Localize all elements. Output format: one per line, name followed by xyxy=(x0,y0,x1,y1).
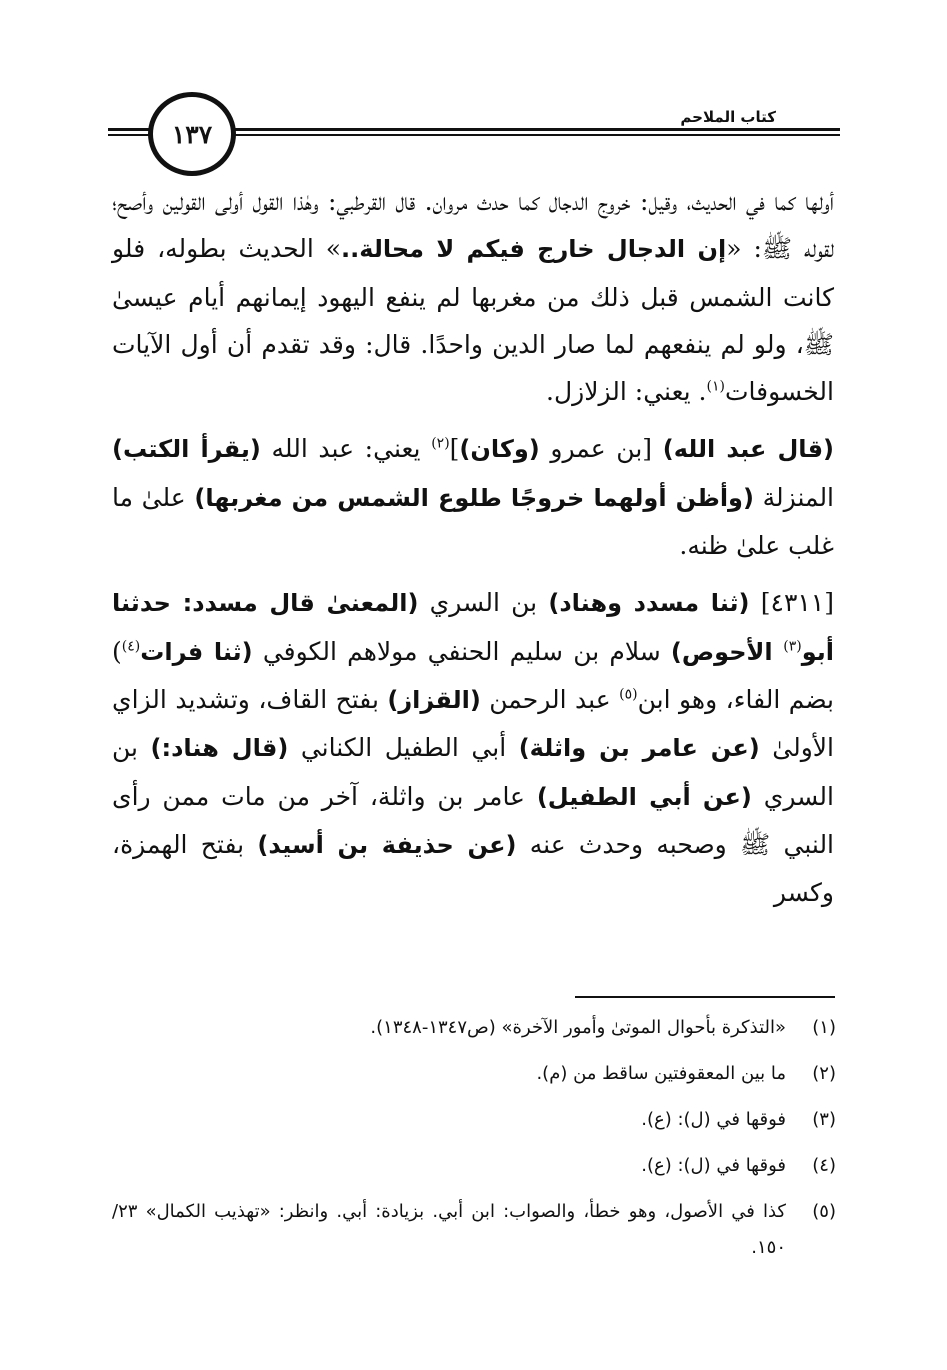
text-run: بن السري xyxy=(418,588,549,618)
text-run: بفتح القاف، وتشديد الزاي الأولىٰ xyxy=(112,684,834,763)
paragraph-1 xyxy=(112,178,834,415)
text-run: يعني: عبد الله xyxy=(260,434,432,464)
footnote-number: (٤) xyxy=(812,1155,836,1176)
footnote-number: (٢) xyxy=(812,1063,836,1084)
matn-text: (المعنىٰ قال مسدد: حدثنا أبو xyxy=(112,589,834,666)
matn-text: (قال عبد الله) xyxy=(662,435,835,464)
matn-text: (ثنا مسدد وهناد) xyxy=(548,589,750,618)
footnote-3 xyxy=(112,1102,836,1138)
footnote-ref[interactable]: (٢) xyxy=(431,436,450,453)
footnote-4 xyxy=(112,1148,836,1184)
text-run: المنزلة xyxy=(753,482,835,512)
text-run: أبي الطفيل الكناني xyxy=(288,733,519,763)
page-header xyxy=(108,92,840,172)
footnote-text: كذا في الأصول، وهو خطأ، والصواب: ابن أبي. بزيادة: أبي. وانظر: «تهذيب الكمال» ٢٣/ ١٥٠. xyxy=(112,1201,786,1258)
footnotes xyxy=(112,1010,836,1276)
book-title: كتاب الملاحم xyxy=(674,108,782,126)
text-run: ) بضم الفاء، وهو ابن xyxy=(112,636,835,714)
footnote-ref[interactable]: (٣) xyxy=(783,638,802,655)
text-run: أولها كما في الحديث، وقيل: خروج الدجال كما حدث مروان. قال القرطبي: وهٰذا القول أولى القولين وأصح؛ لقوله ﷺ: « xyxy=(112,187,834,264)
text-run: عامر بن واثلة، آخر من مات ممن رأى النبي ﷺ وصحبه وحدث عنه xyxy=(112,781,835,859)
footnote-number: (٣) xyxy=(812,1109,836,1130)
matn-text: (عن حذيفة بن أسيد) xyxy=(257,830,517,859)
footnote-ref[interactable]: (٥) xyxy=(619,686,638,703)
text-run: سلام بن سليم الحنفي مولاهم الكوفي xyxy=(252,636,671,666)
footnote-1 xyxy=(112,1010,836,1046)
footnote-number: (٥) xyxy=(812,1201,836,1222)
matn-text: (ثنا فرات xyxy=(140,637,253,666)
footnote-text: فوقها في (ل): (ع). xyxy=(641,1109,786,1130)
text-run: » الحديث بطوله، فلو كانت الشمس قبل ذلك من مغربها لم ينفع اليهود إيمانهم أيام عيسىٰ ﷺ، ولو لم ينفعهم لما صار الدين واحدًا. قال: وقد تقدم أن أول الآيات الخسوفات xyxy=(112,234,834,407)
matn-text: الأحوص) xyxy=(670,637,784,666)
paragraph-2 xyxy=(112,425,834,569)
text-run: بن السري xyxy=(112,733,834,811)
matn-text: (قال هناد:) xyxy=(150,734,289,763)
paragraph-3 xyxy=(112,579,834,916)
page-number: ١٣٧ xyxy=(148,92,236,176)
text-run: عبد الرحمن xyxy=(480,684,620,714)
hadith-quote: إن الدجال خارج فيكم لا محالة.. xyxy=(341,235,727,264)
footnote-text: «التذكرة بأحوال الموتىٰ وأمور الآخرة» (ص١٣٤٧-١٣٤٨). xyxy=(370,1017,786,1038)
footnote-ref[interactable]: (٤) xyxy=(121,638,141,655)
footnote-5 xyxy=(112,1194,836,1266)
text-run: ] xyxy=(449,434,460,464)
footnote-number: (١) xyxy=(812,1017,836,1038)
matn-text: (عن أبي الطفيل) xyxy=(536,782,752,811)
matn-text: (وكان) xyxy=(459,435,540,464)
text-run: [بن عمرو xyxy=(539,434,663,464)
matn-text: (وأظن أولهما خروجًا طلوع الشمس من مغربها) xyxy=(194,483,754,512)
footnote-ref[interactable]: (١) xyxy=(706,378,725,395)
text-run: . يعني: الزلازل. xyxy=(546,377,707,407)
matn-text: (يقرأ الكتب) xyxy=(112,435,261,464)
matn-text: (عن عامر بن واثلة) xyxy=(518,734,760,763)
text-run: علىٰ ما غلب علىٰ ظنه. xyxy=(112,482,834,561)
footnote-text: فوقها في (ل): (ع). xyxy=(641,1155,786,1176)
hadith-number: [٤٣١١] xyxy=(749,588,834,618)
footnote-2 xyxy=(112,1056,836,1092)
footnote-text: ما بين المعقوفتين ساقط من (م). xyxy=(536,1063,786,1084)
footnote-separator xyxy=(575,996,835,998)
text-run: بفتح الهمزة، وكسر xyxy=(112,829,834,908)
main-text xyxy=(112,178,834,926)
matn-text: (القزاز) xyxy=(387,685,481,714)
